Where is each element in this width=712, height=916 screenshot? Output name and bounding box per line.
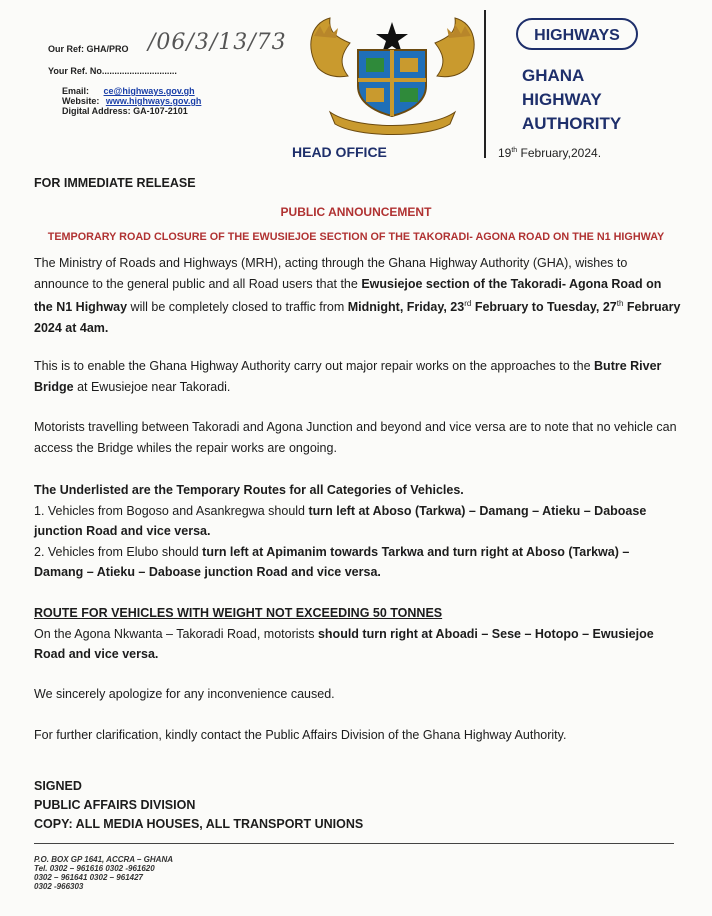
digital-address: Digital Address: GA-107-2101 (62, 106, 188, 116)
website-label: Website: (62, 96, 100, 106)
org-name-line1: GHANA (522, 66, 585, 85)
release-date: 19th February,2024. (498, 146, 602, 160)
weight-route-section: ROUTE FOR VEHICLES WITH WEIGHT NOT EXCEEDING 50 TONNES On the Agona Nkwanta – Takoradi Road, motorists should turn right at Aboadi – Sese – Hotopo – Ewusiejoe Road and vice versa. (34, 606, 654, 661)
signed-label: SIGNED (34, 779, 82, 793)
org-name-line3: AUTHORITY (522, 114, 622, 133)
weight-route-heading: ROUTE FOR VEHICLES WITH WEIGHT NOT EXCEEDING 50 TONNES (34, 606, 443, 620)
header-divider (484, 10, 486, 158)
routes-heading: The Underlisted are the Temporary Routes for all Categories of Vehicles. (34, 483, 464, 497)
email-label: Email: (62, 86, 90, 96)
handwritten-reference: /06/3/13/73 (148, 30, 287, 55)
announcement-title: PUBLIC ANNOUNCEMENT (280, 205, 432, 219)
footer-address: P.O. BOX GP 1641, ACCRA – GHANA (34, 855, 173, 864)
route-item-2: 2. Vehicles from Elubo should turn left at Apimanim towards Tarkwa and turn right at Aboso (Tarkwa) – Damang – Atieku – Daboase junction Road and vice versa. (34, 544, 630, 579)
website-link[interactable]: www.highways.gov.gh (105, 96, 202, 106)
footer-divider (34, 843, 674, 844)
ghana-coat-of-arms-logo (300, 8, 485, 138)
footer-phone-1: Tel. 0302 – 961616 0302 -961620 (34, 864, 155, 873)
website-row (62, 96, 201, 106)
announcement-subtitle: TEMPORARY ROAD CLOSURE OF THE EWUSIEJOE SECTION OF THE TAKORADI- AGONA ROAD ON THE N1 HIGHWAY (47, 231, 665, 243)
signature-block (34, 777, 363, 834)
paragraph-closure-details: The Ministry of Roads and Highways (MRH), acting through the Ghana Highway Authority (GHA), wishes to announce to the general public and all Road users that the Ewusiejoe section of the Takoradi- Agona Road on the N1 Highway will be completely closed to traffic from Midnight, Friday, 23rd February to Tuesday, 27th February 2024 at 4am. (34, 256, 681, 335)
highways-logo: HIGHWAYS (516, 18, 638, 50)
release-label: FOR IMMEDIATE RELEASE (34, 176, 196, 190)
temporary-routes-section (34, 480, 682, 583)
our-ref: Our Ref: GHA/PRO (48, 44, 129, 54)
route-item-1: 1. Vehicles from Bogoso and Asankregwa should turn left at Aboso (Tarkwa) – Damang – Atieku – Daboase junction Road and vice versa. (34, 503, 647, 538)
clarification-text: For further clarification, kindly contact the Public Affairs Division of the Ghana Highway Authority. (34, 728, 567, 742)
your-ref: Your Ref. No.............................. (48, 66, 177, 76)
footer-phone-3: 0302 -966303 (34, 882, 84, 891)
org-name-line2: HIGHWAY (522, 90, 602, 109)
apology-text: We sincerely apologize for any inconvenience caused. (34, 687, 335, 701)
footer-phone-2: 0302 – 961641 0302 – 961427 (34, 873, 143, 882)
email-link[interactable]: ce@highways.gov.gh (103, 86, 195, 96)
copy-label: COPY: ALL MEDIA HOUSES, ALL TRANSPORT UNIONS (34, 817, 364, 831)
paragraph-purpose: This is to enable the Ghana Highway Authority carry out major repair works on the approaches to the Butre River Bridge at Ewusiejoe near Takoradi. (34, 359, 662, 394)
head-office-label: HEAD OFFICE (292, 144, 387, 160)
paragraph-motorist-notice: Motorists travelling between Takoradi and Agona Junction and beyond and vice versa are to note that no vehicle can access the Bridge whiles the repair works are ongoing. (34, 420, 677, 455)
email-row (62, 86, 195, 96)
division-label: PUBLIC AFFAIRS DIVISION (34, 798, 196, 812)
